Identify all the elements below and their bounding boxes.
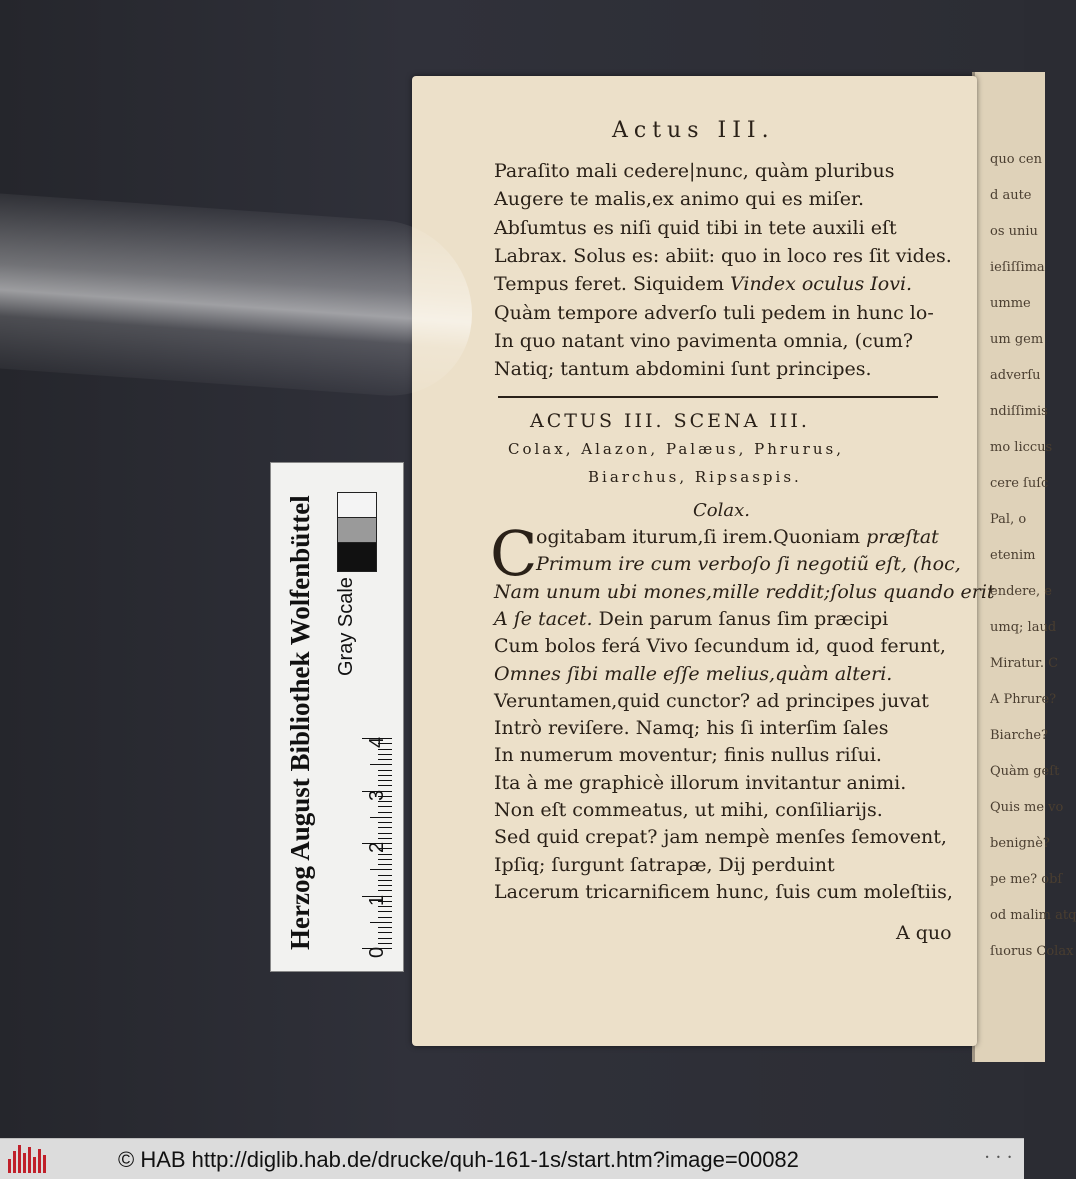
glass-weight <box>0 193 472 401</box>
next-page-fragment: Quis me vo <box>990 800 1064 815</box>
ruler-number: 0 <box>366 946 388 958</box>
next-page-fragment: d aute <box>990 188 1032 203</box>
ruler-tick <box>378 885 392 886</box>
verse-line <box>536 555 961 574</box>
running-head: Actus III. <box>612 118 775 143</box>
verse-italic: Nam unum ubi mones,mille reddit;ſolus quando erit <box>494 580 995 603</box>
ruler-tick <box>378 864 392 865</box>
verse-line <box>494 329 914 352</box>
verse-line <box>494 607 889 630</box>
next-page-fragment: od malim atq <box>990 908 1076 923</box>
verse-line <box>494 828 947 847</box>
ruler-tick <box>378 785 392 786</box>
verse-text: Sed quid crepat? jam nempè menſes ſemovent, <box>494 826 947 849</box>
ruler-tick <box>378 812 392 813</box>
next-page-fragment: pe me? obſ <box>990 872 1063 887</box>
cast-line-1: Colax, Alazon, Palæus, Phrurus, <box>508 440 844 458</box>
verse-text: Quàm tempore adverſo tuli pedem in hunc lo- <box>494 301 934 324</box>
ruler-tick <box>370 869 392 870</box>
verse-text: Tempus feret. Siquidem <box>494 273 730 296</box>
verse-italic: Vindex oculus Iovi. <box>730 273 913 296</box>
verse-line <box>494 301 934 324</box>
swatch-white <box>337 492 377 518</box>
ruler-tick <box>378 827 392 828</box>
verse-text: In numerum moventur; finis nullus riſui. <box>494 744 882 767</box>
verse-line <box>494 580 995 603</box>
next-page-fragment: um gem <box>990 332 1044 347</box>
ruler-tick <box>378 906 392 907</box>
section-rule <box>498 396 938 398</box>
ruler-tick <box>378 911 392 912</box>
next-page-fragment: Quàm geſt <box>990 764 1060 779</box>
verse-text: Non eſt commeatus, ut mihi, conſiliarijs. <box>494 799 883 821</box>
verse-text: Augere te malis,ex animo qui es miſer. <box>494 188 865 211</box>
ruler-tick <box>378 806 392 807</box>
more-dots-icon[interactable]: • • • <box>984 1153 1014 1162</box>
ruler-tick <box>378 801 392 802</box>
verse-italic: præſtat <box>866 526 939 548</box>
ruler-tick <box>378 759 392 760</box>
verse-line <box>494 662 893 685</box>
next-page-fragment: umme <box>990 296 1031 311</box>
ruler-tick <box>378 838 392 839</box>
next-page-fragment: Biarche? <box>990 728 1048 743</box>
ruler-tick <box>378 875 392 876</box>
next-page-fragment: os uniu <box>990 224 1038 239</box>
ruler-tick <box>378 927 392 928</box>
verse-line <box>494 801 883 820</box>
verse-line <box>494 190 864 209</box>
footer-bar <box>0 1138 1024 1179</box>
next-page-fragment: ieſiſſima <box>990 260 1045 275</box>
ruler-tick <box>370 922 392 923</box>
verse-line <box>494 719 888 738</box>
next-page-fragment: cere ſuſc <box>990 476 1049 491</box>
hab-logo-icon <box>8 1145 48 1173</box>
ruler-tick <box>378 854 392 855</box>
scene-heading: ACTUS III. SCENA III. <box>530 410 810 432</box>
ruler-tick <box>378 749 392 750</box>
next-page-fragment: endere, e <box>990 584 1052 599</box>
verse-text: Abſumtus es niſi quid tibi in tete auxili eſt <box>494 216 897 239</box>
verse-text: Lacerum tricarnificem hunc, ſuis cum moleſtiis, <box>494 880 953 903</box>
verse-text: Veruntamen,quid cunctor? ad principes juvat <box>494 689 929 712</box>
drop-cap: C <box>490 517 538 590</box>
verse-tail: Dein parum ſanus ſim præcipi <box>598 607 889 630</box>
speaker-name: Colax. <box>693 500 750 521</box>
verse-text: Ipſiq; ſurgunt ſatrapæ, Dij perduint <box>494 853 835 876</box>
next-page-fragment: ſuorus Colax <box>990 944 1074 959</box>
verse-text: Intrò reviſere. Namq; his ſi interſim ſales <box>494 717 889 740</box>
verse-line <box>494 360 872 379</box>
ruler-tick <box>378 880 392 881</box>
ruler-tick <box>370 764 392 765</box>
next-page-fragment: benignè? <box>990 836 1050 851</box>
next-page-fragment: umq; laud <box>990 620 1057 635</box>
ruler-tick <box>378 775 392 776</box>
next-page-fragment: mo liccus <box>990 440 1053 455</box>
next-page-fragment: A Phrure? <box>990 692 1057 707</box>
verse-italic: Omnes ſibi malle eſſe melius,quàm alteri. <box>494 662 893 685</box>
verse-text: Natiq; tantum abdomini ſunt principes. <box>494 358 872 381</box>
next-page-fragment: Miratur. C <box>990 656 1059 671</box>
ruler-number: 1 <box>366 894 388 906</box>
next-page-fragment: adverſu <box>990 368 1041 383</box>
ruler-tick <box>378 770 392 771</box>
ruler-number: 4 <box>366 736 388 748</box>
catchword: A quo <box>896 922 952 944</box>
gray-scale-label: Gray Scale <box>335 577 357 676</box>
verse-line <box>494 689 929 712</box>
institution-label: Herzog August Bibliothek Wolfenbüttel <box>285 495 315 950</box>
ruler-tick <box>378 917 392 918</box>
verse-text: In quo natant vino pavimenta omnia, (cum? <box>494 329 914 352</box>
ruler-number: 3 <box>366 789 388 801</box>
verse-italic: Primum ire cum verboſo ſi negotiũ eſt, (hoc, <box>536 553 961 576</box>
ruler-tick <box>378 890 392 891</box>
verse-line <box>494 746 882 765</box>
swatch-gray <box>337 517 377 543</box>
ruler-number: 2 <box>366 841 388 853</box>
verse-text: Ita à me graphicè illorum invitantur animi. <box>494 771 907 794</box>
ruler-tick <box>378 780 392 781</box>
verse-text: Paraſito mali cedere|nunc, quàm pluribus <box>494 160 895 182</box>
ruler-tick <box>378 938 392 939</box>
verse-line <box>494 244 952 267</box>
ruler-tick <box>378 859 392 860</box>
verse-line <box>494 880 953 903</box>
verse-line <box>494 637 946 656</box>
verse-line <box>536 528 939 547</box>
verse-italic: A ſe tacet. <box>494 607 599 630</box>
next-page-fragment: quo cen <box>990 152 1042 167</box>
verse-line <box>494 771 907 794</box>
copyright-url: © HAB http://diglib.hab.de/drucke/quh-161-1s/start.htm?image=00082 <box>118 1147 799 1172</box>
verse-line <box>494 216 897 239</box>
ruler-tick <box>378 943 392 944</box>
next-page-fragment: ndiſſimis <box>990 404 1048 419</box>
ruler-tick <box>378 822 392 823</box>
swatch-black <box>337 542 377 572</box>
ruler-tick <box>378 932 392 933</box>
cast-line-2: Biarchus, Ripsaspis. <box>588 468 802 486</box>
verse-line <box>494 162 894 181</box>
ruler-tick <box>378 754 392 755</box>
verse-line <box>494 853 835 876</box>
ruler-tick <box>378 833 392 834</box>
next-page-fragment: Pal, o <box>990 512 1027 527</box>
ruler-tick <box>370 817 392 818</box>
next-page-fragment: etenim <box>990 548 1036 563</box>
verse-text: Labrax. Solus es: abiit: quo in loco res ſit vides. <box>494 244 952 267</box>
verse-text: ogitabam iturum,ſi irem.Quoniam <box>536 526 867 548</box>
verse-line <box>494 275 912 294</box>
verse-text: Cum bolos ferá Vivo ſecundum id, quod ferunt, <box>494 635 946 658</box>
